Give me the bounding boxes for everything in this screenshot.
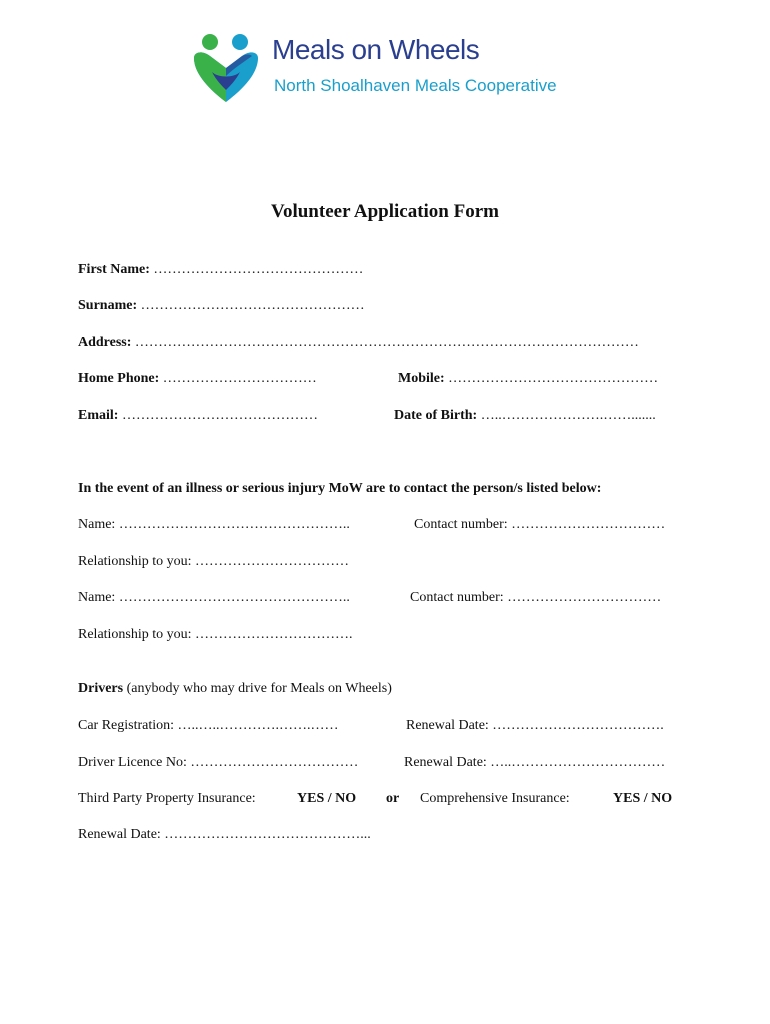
insurance-renewal-date-field[interactable]: Renewal Date: ……………………………………... (78, 827, 371, 842)
logo-title: Meals on Wheels (272, 34, 480, 65)
first-name-field[interactable] (78, 262, 363, 278)
comprehensive-insurance-label: Comprehensive Insurance: (420, 791, 570, 806)
dob-blank: …..………………….…….......​ (480, 408, 656, 423)
third-party-insurance-label: Third Party Property Insurance: (78, 791, 256, 806)
form-title: Volunteer Application Form (270, 201, 499, 222)
licence-renewal-date-field[interactable]: Renewal Date: …..…………………………… (404, 755, 666, 770)
address-blank: ……………………………………………………………………………………………… (134, 335, 639, 350)
emergency-contact-2-number[interactable]: Contact number: …………………………… (410, 590, 662, 605)
home-phone-label: Home Phone: (78, 371, 160, 386)
email-label: Email: (78, 408, 119, 423)
logo (190, 32, 590, 107)
drivers-heading (78, 681, 392, 697)
first-name-blank: ……………………………………… (153, 262, 364, 277)
address-field[interactable] (78, 335, 639, 351)
logo-subtitle: North Shoalhaven Meals Cooperative (274, 76, 557, 95)
first-name-label: First Name: (78, 262, 150, 277)
home-phone-field[interactable] (78, 371, 317, 387)
surname-blank: ………………………………………… (140, 298, 365, 313)
comprehensive-yes-no[interactable]: YES / NO (613, 791, 673, 806)
or-text: or (386, 791, 400, 806)
emergency-contact-1-relationship[interactable]: Relationship to you: …………………………… (78, 554, 350, 569)
dob-label: Date of Birth: (394, 408, 478, 423)
mobile-field[interactable] (398, 371, 658, 387)
date-of-birth-field[interactable] (394, 408, 656, 424)
drivers-heading-note: (anybody who may drive for Meals on Wheels) (123, 681, 392, 696)
third-party-yes-no[interactable]: YES / NO (297, 791, 357, 806)
mobile-label: Mobile: (398, 371, 445, 386)
drivers-heading-bold: Drivers (78, 681, 124, 696)
emergency-contact-2-relationship[interactable]: Relationship to you: ……………………………. (78, 627, 353, 642)
car-registration-field[interactable]: Car Registration: …..…..………….…….…… (78, 718, 339, 733)
surname-field[interactable] (78, 298, 365, 314)
driver-licence-field[interactable]: Driver Licence No: ……………………………… (78, 755, 359, 770)
email-field[interactable] (78, 408, 318, 424)
emergency-contact-1-name[interactable]: Name: ………………………………………….. (78, 517, 350, 532)
surname-label: Surname: (78, 298, 138, 313)
home-phone-blank: …………………………… (162, 371, 317, 386)
emergency-contact-2-name[interactable]: Name: ………………………………………….. (78, 590, 350, 605)
email-blank: …………………………………… (121, 408, 318, 423)
car-renewal-date-field[interactable]: Renewal Date: ………………………………. (406, 718, 664, 733)
meals-on-wheels-logo-icon (190, 32, 262, 104)
emergency-heading: In the event of an illness or serious injury MoW are to contact the person/s listed below: (78, 481, 602, 496)
address-label: Address: (78, 335, 132, 350)
emergency-contact-1-number[interactable]: Contact number: …………………………… (414, 517, 666, 532)
mobile-blank: ……………………………………… (448, 371, 659, 386)
